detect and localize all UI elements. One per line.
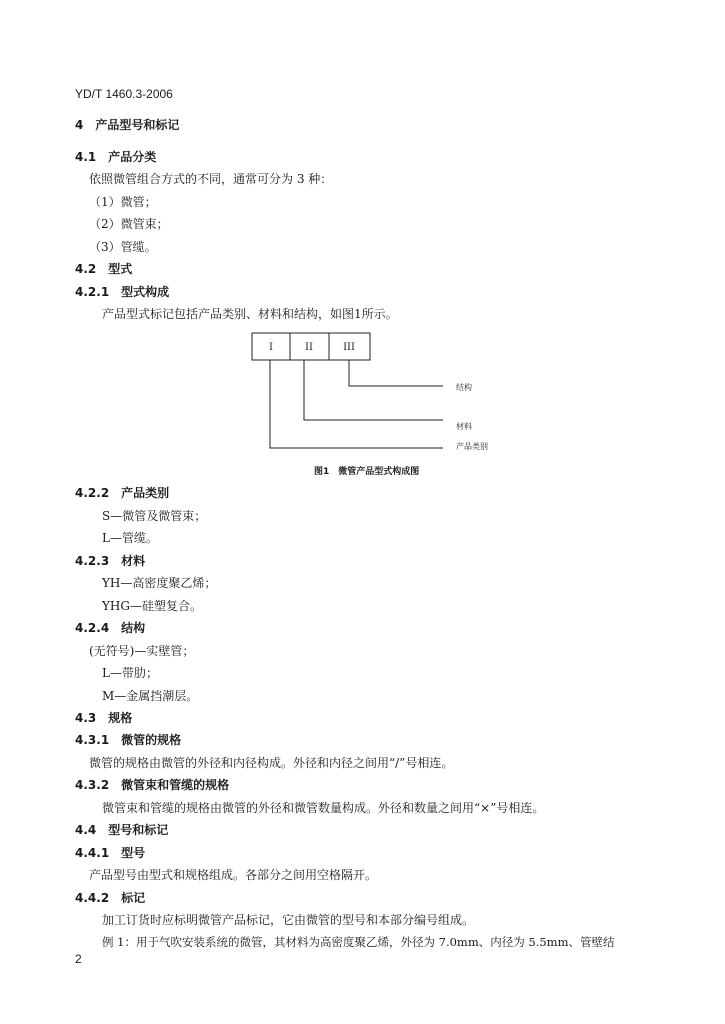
figure-box-label: III bbox=[343, 342, 355, 353]
list-item: （1）微管； bbox=[89, 195, 157, 209]
figure-label-category: 产品类别 bbox=[456, 442, 488, 451]
heading-4-2-2: 4.2.2 产品类别 bbox=[75, 486, 170, 500]
list-item: （2）微管束； bbox=[89, 217, 169, 231]
para-4-3-2: 微管束和管缆的规格由微管的外径和微管数量构成。外径和数量之间用“×”号相连。 bbox=[102, 801, 545, 815]
para-4-4-1: 产品型号由型式和规格组成。各部分之间用空格隔开。 bbox=[89, 868, 378, 882]
page-number: 2 bbox=[75, 952, 82, 966]
leader-line-material bbox=[304, 360, 443, 420]
list-item: L—带肋； bbox=[102, 666, 158, 680]
figure-1-caption: 图1 微管产品型式构成图 bbox=[314, 467, 420, 477]
list-item: YHG—硅塑复合。 bbox=[102, 599, 202, 613]
para-4-3-1: 微管的规格由微管的外径和内径构成。外径和内径之间用“/”号相连。 bbox=[89, 756, 454, 770]
heading-4-2: 4.2 型式 bbox=[75, 262, 133, 276]
figure-box-label: I bbox=[269, 342, 273, 353]
standard-code: YD/T 1460.3-2006 bbox=[75, 87, 173, 101]
leader-line-structure bbox=[349, 360, 443, 386]
list-item: L—管缆。 bbox=[102, 531, 158, 545]
heading-4-2-1: 4.2.1 型式构成 bbox=[75, 285, 170, 299]
heading-4-1: 4.1 产品分类 bbox=[75, 150, 157, 164]
heading-4-3: 4.3 规格 bbox=[75, 711, 133, 725]
list-item: (无符号)—实壁管； bbox=[89, 644, 195, 658]
leader-line-category bbox=[270, 360, 443, 448]
list-item: M—金属挡潮层。 bbox=[102, 689, 199, 703]
para-example-1: 例 1：用于气吹安装系统的微管，其材料为高密度聚乙烯，外径为 7.0mm、内径为 5.5mm、管壁结 bbox=[102, 935, 615, 949]
para-4-2-1: 产品型式标记包括产品类别、材料和结构，如图1所示。 bbox=[102, 307, 398, 321]
heading-4-4: 4.4 型号和标记 bbox=[75, 823, 169, 837]
section-4-title: 4 产品型号和标记 bbox=[75, 118, 180, 132]
heading-4-2-3: 4.2.3 材料 bbox=[75, 554, 146, 568]
list-item: （3）管缆。 bbox=[89, 240, 157, 254]
heading-4-2-4: 4.2.4 结构 bbox=[75, 621, 146, 635]
heading-4-3-2: 4.3.2 微管束和管缆的规格 bbox=[75, 778, 230, 792]
para-4-1-intro: 依照微管组合方式的不同，通常可分为 3 种： bbox=[89, 172, 333, 186]
figure-label-structure: 结构 bbox=[456, 383, 472, 392]
figure-box-label: II bbox=[305, 342, 313, 353]
figure-label-material: 材料 bbox=[456, 422, 472, 431]
list-item: YH—高密度聚乙烯； bbox=[102, 576, 217, 590]
heading-4-4-2: 4.4.2 标记 bbox=[75, 891, 146, 905]
heading-4-3-1: 4.3.1 微管的规格 bbox=[75, 733, 182, 747]
para-4-4-2: 加工订货时应标明微管产品标记，它由微管的型号和本部分编号组成。 bbox=[102, 913, 475, 927]
list-item: S—微管及微管束； bbox=[102, 509, 207, 523]
heading-4-4-1: 4.4.1 型号 bbox=[75, 846, 146, 860]
